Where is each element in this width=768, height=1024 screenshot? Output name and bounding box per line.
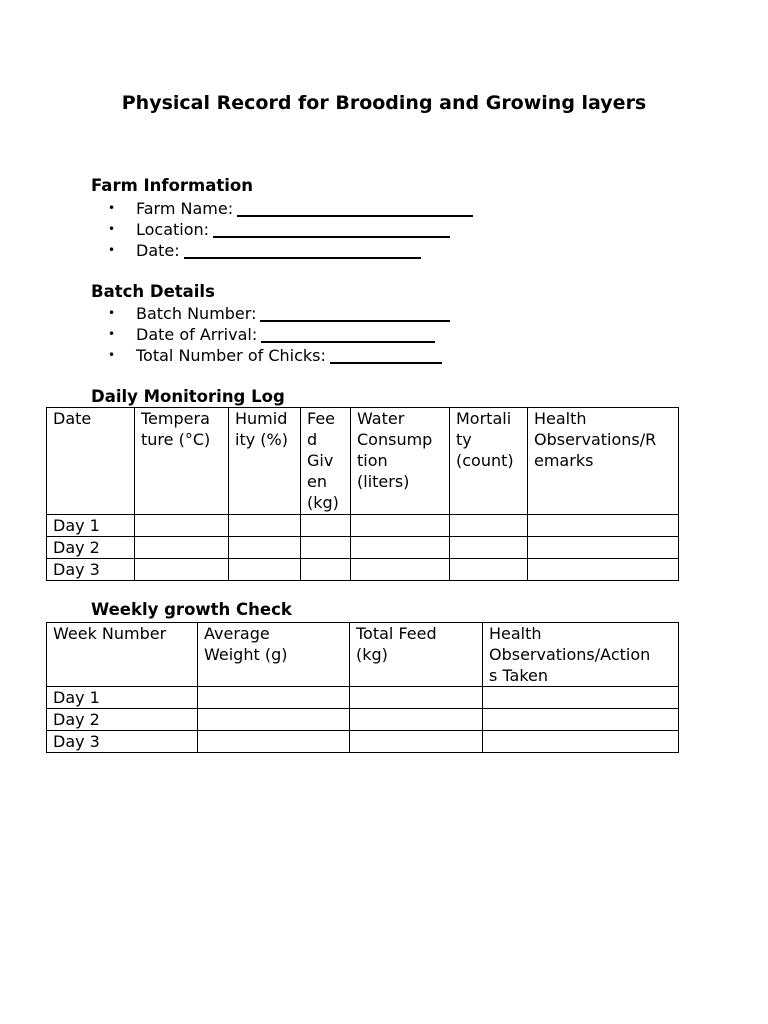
list-item (108, 219, 473, 240)
column-header: Fee d Giv en (kg) (301, 408, 351, 515)
column-header: Humid ity (%) (229, 408, 301, 515)
farm-name-label: Farm Name: (136, 199, 234, 218)
table-row (47, 709, 679, 731)
total-chicks-label: Total Number of Chicks: (136, 346, 326, 365)
table-row (47, 515, 679, 537)
table-cell[interactable] (135, 515, 229, 537)
bullet-icon: • (108, 348, 116, 362)
table-row (47, 559, 679, 581)
table-cell[interactable] (135, 559, 229, 581)
column-header: Health Observations/R emarks (528, 408, 679, 515)
date-label: Date: (136, 241, 180, 260)
bullet-icon: • (108, 201, 116, 215)
table-cell[interactable] (351, 559, 450, 581)
table-cell[interactable] (528, 515, 679, 537)
table-cell[interactable] (450, 537, 528, 559)
bullet-icon: • (108, 327, 116, 341)
table-cell[interactable] (229, 537, 301, 559)
date-field[interactable] (184, 240, 421, 259)
bullet-icon: • (108, 243, 116, 257)
bullet-icon: • (108, 306, 116, 320)
location-label: Location: (136, 220, 210, 239)
table-cell[interactable] (351, 537, 450, 559)
table-cell[interactable] (198, 709, 350, 731)
table-cell[interactable] (528, 559, 679, 581)
farm-info-heading: Farm Information (91, 176, 254, 195)
date-of-arrival-label: Date of Arrival: (136, 325, 258, 344)
column-header: Date (47, 408, 135, 515)
table-cell[interactable] (350, 709, 483, 731)
table-cell[interactable] (229, 559, 301, 581)
column-header: Health Observations/Action s Taken (483, 623, 679, 687)
table-cell[interactable] (351, 515, 450, 537)
table-cell[interactable] (350, 687, 483, 709)
table-cell[interactable] (301, 537, 351, 559)
column-header: Week Number (47, 623, 198, 687)
list-item (108, 324, 450, 345)
table-cell[interactable] (198, 687, 350, 709)
list-item (108, 303, 450, 324)
table-row (47, 537, 679, 559)
table-cell[interactable] (483, 709, 679, 731)
location-field[interactable] (213, 219, 450, 238)
table-row (47, 731, 679, 753)
list-item (108, 345, 450, 366)
row-label: Day 3 (47, 559, 135, 581)
date-of-arrival-field[interactable] (261, 324, 435, 343)
column-header: Mortali ty (count) (450, 408, 528, 515)
bullet-icon: • (108, 222, 116, 236)
column-header: Tempera ture (°C) (135, 408, 229, 515)
column-header: Water Consump tion (liters) (351, 408, 450, 515)
table-cell[interactable] (483, 687, 679, 709)
daily-log-table (46, 407, 679, 581)
farm-info-list (108, 198, 473, 261)
table-cell[interactable] (229, 515, 301, 537)
table-cell[interactable] (350, 731, 483, 753)
batch-number-label: Batch Number: (136, 304, 257, 323)
table-cell[interactable] (450, 515, 528, 537)
table-cell[interactable] (198, 731, 350, 753)
table-cell[interactable] (135, 537, 229, 559)
column-header: Total Feed (kg) (350, 623, 483, 687)
row-label: Day 3 (47, 731, 198, 753)
list-item (108, 240, 473, 261)
table-cell[interactable] (483, 731, 679, 753)
batch-details-heading: Batch Details (91, 282, 215, 301)
batch-number-field[interactable] (260, 303, 450, 322)
table-row (47, 687, 679, 709)
batch-details-list (108, 303, 450, 366)
table-cell[interactable] (301, 559, 351, 581)
row-label: Day 2 (47, 537, 135, 559)
row-label: Day 1 (47, 687, 198, 709)
column-header: Average Weight (g) (198, 623, 350, 687)
table-header-row (47, 623, 679, 687)
weekly-check-heading: Weekly growth Check (91, 600, 292, 619)
table-cell[interactable] (528, 537, 679, 559)
table-cell[interactable] (450, 559, 528, 581)
daily-log-heading: Daily Monitoring Log (91, 387, 285, 406)
table-cell[interactable] (301, 515, 351, 537)
row-label: Day 2 (47, 709, 198, 731)
weekly-check-table (46, 622, 679, 753)
list-item (108, 198, 473, 219)
page-title: Physical Record for Brooding and Growing layers (121, 92, 647, 114)
total-chicks-field[interactable] (330, 345, 442, 364)
table-header-row (47, 408, 679, 515)
farm-name-field[interactable] (237, 198, 473, 217)
row-label: Day 1 (47, 515, 135, 537)
